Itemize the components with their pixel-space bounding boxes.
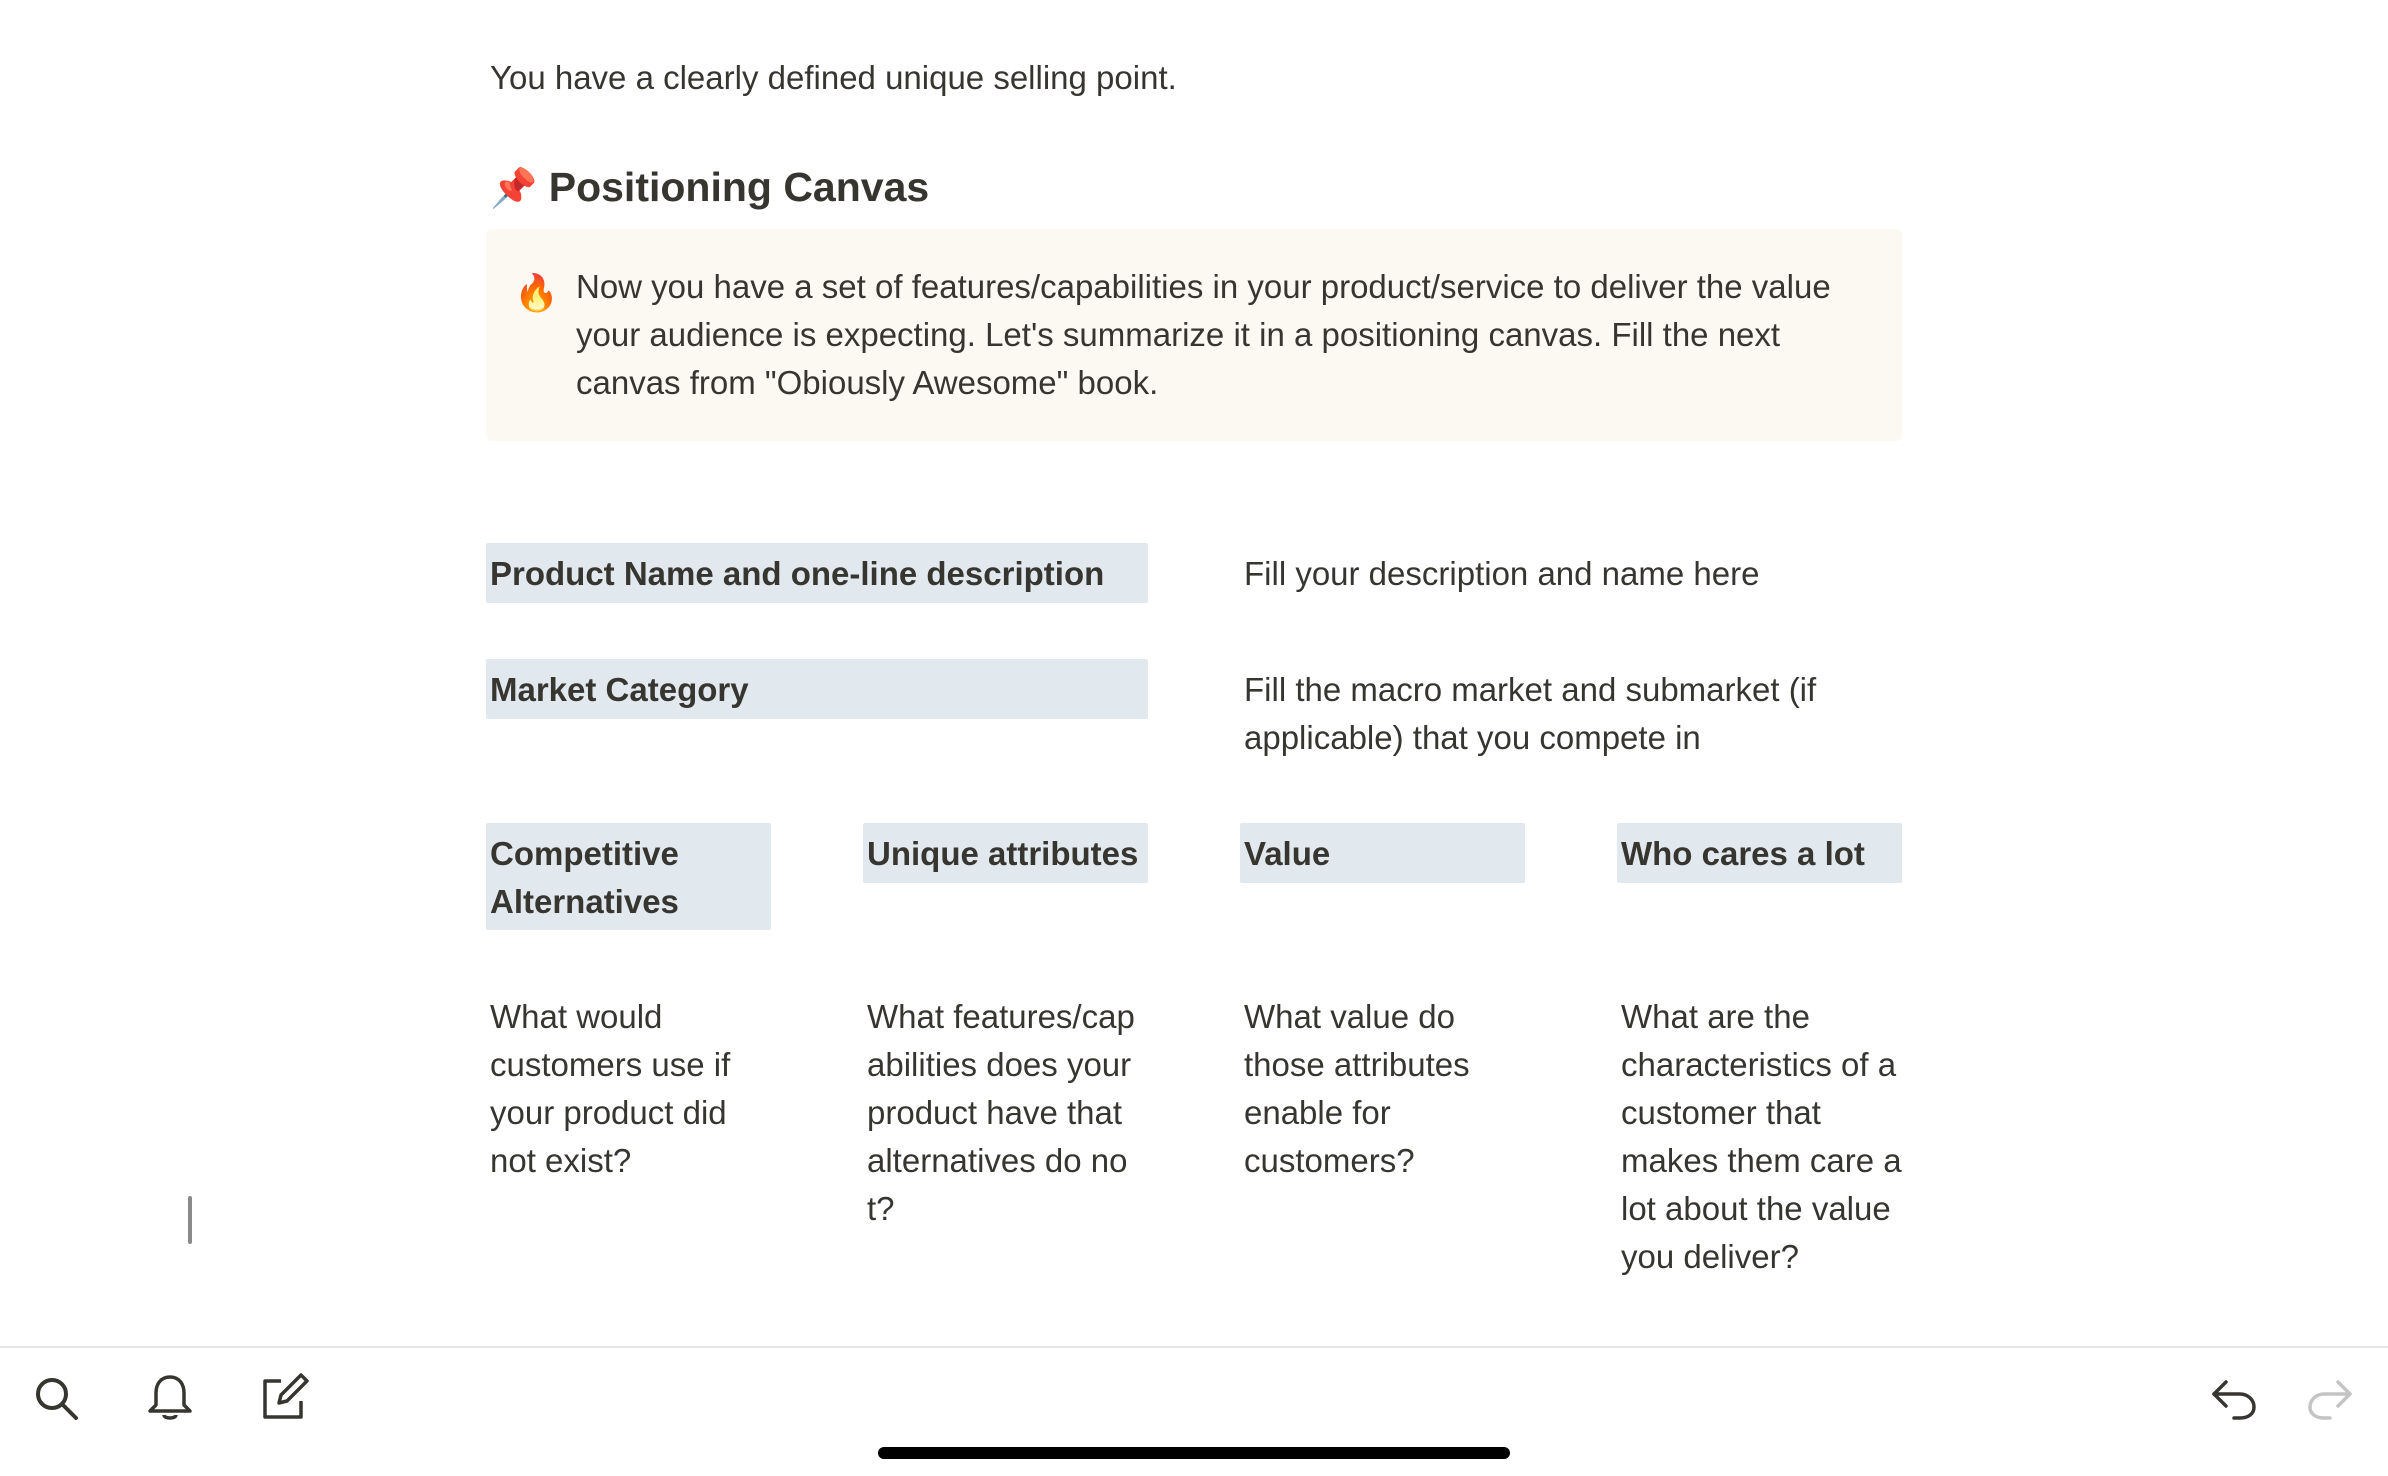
col4-header: Who cares a lot — [1621, 835, 1865, 872]
callout-block[interactable] — [486, 229, 1902, 441]
redo-icon[interactable] — [2300, 1368, 2360, 1428]
home-indicator — [878, 1447, 1510, 1459]
col2-header: Unique attributes — [867, 835, 1139, 872]
col3-header: Value — [1244, 835, 1331, 872]
bell-icon[interactable] — [140, 1368, 200, 1428]
col1-text[interactable]: What would customers use if your product did not exist? — [490, 998, 731, 1179]
fire-icon: 🔥 — [514, 272, 559, 313]
product-value[interactable]: Fill your description and name here — [1244, 555, 1760, 592]
market-label: Market Category — [490, 671, 749, 708]
col1-header: Competitive Alternatives — [490, 835, 679, 920]
col4-text[interactable]: What are the characteristics of a customer that makes them care a lot about the value you deliver? — [1621, 998, 1902, 1275]
product-label: Product Name and one-line description — [490, 555, 1105, 592]
callout-text: Now you have a set of features/capabilities in your product/service to deliver the value your audience is expecting. Let's summarize it in a positioning canvas. Fill the next canvas from "Obiously Awesome" book. — [576, 268, 1831, 401]
compose-icon[interactable] — [254, 1368, 314, 1428]
section-title: Positioning Canvas — [548, 164, 930, 210]
col3-text[interactable]: What value do those attributes enable for customers? — [1244, 998, 1470, 1179]
text-cursor — [188, 1196, 192, 1244]
search-icon[interactable] — [26, 1368, 86, 1428]
pushpin-icon: 📌 — [490, 168, 538, 210]
intro-text: You have a clearly defined unique selling point. — [490, 59, 1177, 96]
undo-icon[interactable] — [2204, 1368, 2264, 1428]
col2-text[interactable]: What features/capabilities does your product have that alternatives do not? — [867, 998, 1135, 1227]
market-value[interactable]: Fill the macro market and submarket (if applicable) that you compete in — [1244, 671, 1817, 756]
section-heading — [490, 159, 1890, 217]
